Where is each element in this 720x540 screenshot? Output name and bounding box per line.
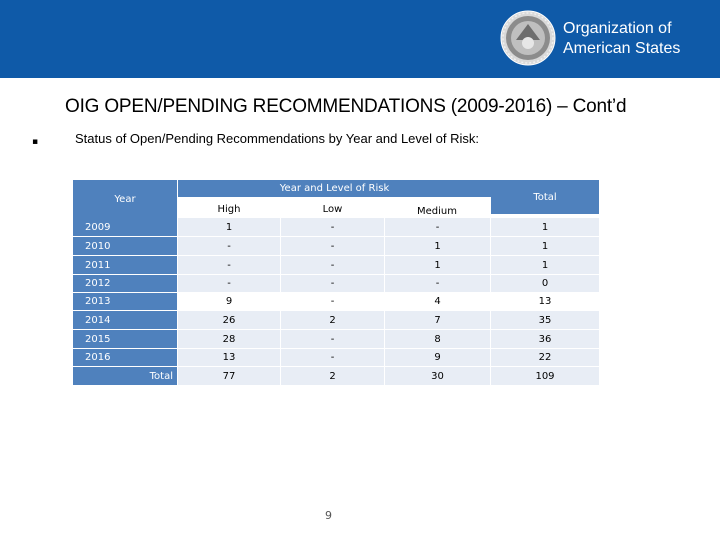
row-total: 35	[491, 311, 599, 329]
row-medium: 7	[385, 311, 490, 329]
row-total: 1	[491, 256, 599, 274]
header-year: Year	[73, 180, 177, 218]
row-total: 22	[491, 349, 599, 366]
totals-medium: 30	[385, 367, 490, 385]
row-high: 28	[178, 330, 280, 348]
header-risk-group: Year and Level of Risk	[178, 180, 491, 197]
row-low: -	[281, 237, 384, 255]
row-low: -	[281, 218, 384, 236]
row-medium: -	[385, 218, 490, 236]
row-year: 2014	[73, 311, 177, 329]
totals-low: 2	[281, 367, 384, 385]
row-medium: 1	[385, 256, 490, 274]
row-low: -	[281, 330, 384, 348]
header-high: High	[178, 197, 280, 218]
totals-total: 109	[491, 367, 599, 385]
row-low: -	[281, 349, 384, 366]
row-low: -	[281, 256, 384, 274]
row-low: -	[281, 275, 384, 292]
row-high: 1	[178, 218, 280, 236]
totals-label: Total	[73, 367, 177, 385]
row-year: 2010	[73, 237, 177, 255]
row-high: 9	[178, 293, 280, 310]
row-total: 13	[491, 293, 599, 310]
row-total: 1	[491, 218, 599, 236]
organization-name: Organization of American States	[563, 20, 681, 57]
row-medium: 8	[385, 330, 490, 348]
header-banner	[0, 0, 720, 78]
row-high: 26	[178, 311, 280, 329]
row-medium: 4	[385, 293, 490, 310]
row-total: 36	[491, 330, 599, 348]
header-medium: Medium	[385, 197, 489, 218]
row-total: 0	[491, 275, 599, 292]
row-total: 1	[491, 237, 599, 255]
row-medium: 9	[385, 349, 490, 366]
row-year: 2013	[73, 293, 177, 310]
totals-high: 77	[178, 367, 280, 385]
oas-seal-icon	[500, 10, 556, 66]
row-year: 2015	[73, 330, 177, 348]
row-year: 2011	[73, 256, 177, 274]
row-medium: -	[385, 275, 490, 292]
row-high: -	[178, 275, 280, 292]
row-low: -	[281, 293, 384, 310]
row-year: 2012	[73, 275, 177, 292]
page-number: 9	[325, 509, 332, 522]
row-year: 2009	[73, 218, 177, 236]
bullet-icon: ▪	[32, 137, 39, 147]
row-medium: 1	[385, 237, 490, 255]
row-low: 2	[281, 311, 384, 329]
slide-title: OIG OPEN/PENDING RECOMMENDATIONS (2009-2016) – Cont’d	[65, 96, 627, 117]
header-low: Low	[281, 197, 384, 218]
row-high: -	[178, 256, 280, 274]
row-high: 13	[178, 349, 280, 366]
bullet-text: Status of Open/Pending Recommendations by Year and Level of Risk:	[75, 131, 479, 146]
header-total: Total	[491, 180, 599, 214]
row-year: 2016	[73, 349, 177, 366]
row-high: -	[178, 237, 280, 255]
